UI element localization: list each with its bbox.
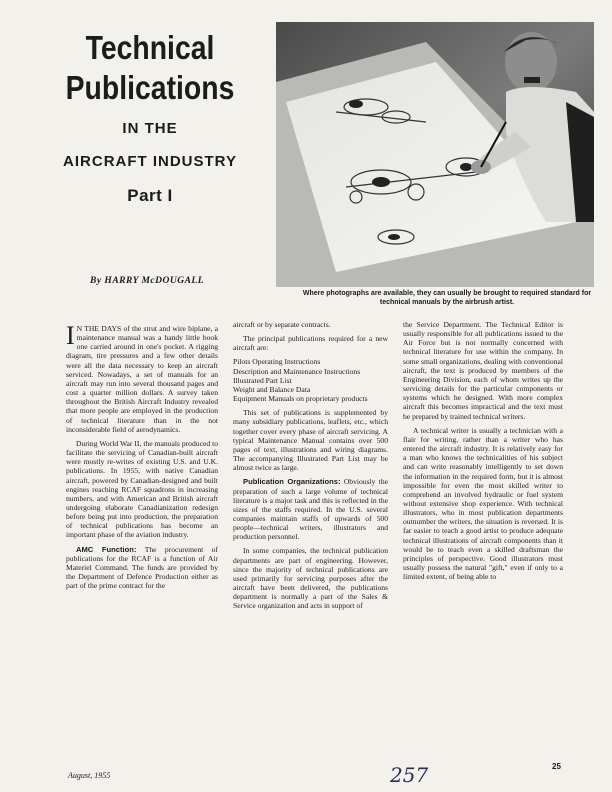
subtitle-aircraft-industry: AIRCRAFT INDUSTRY [63, 153, 237, 170]
paragraph: A technical writer is usually a technician with a flair for writing, rather than a writer who has entered the aircraft industry. It is relatively easy for a man who knows the technicalities of his subject and can write reasonably intelligently to set down the information in the required form, but it is almost impossible for even the most skilled writer to comprehend an involved hydraulic or fuel system without extensive shop experience. With technical illustrators, who in most publication departments outnumber the writers, the situation is reversed. It is far easier to teach a good artist to produce adequate technical illustrations of aircraft components than it would be to teach even a skilled draftsman the principles of perspective. Good illustrators must usually possess the natural "gift," even if only to a limited extent, of being able to [403, 425, 563, 582]
drop-cap: I [66, 321, 75, 350]
list-item: Description and Maintenance Instructions [233, 366, 361, 376]
list-item: Pilots Operating Instructions [233, 357, 321, 367]
page-number: 25 [552, 762, 561, 771]
photo-illustration [276, 22, 594, 287]
photo-caption: Where photographs are available, they can usually be brought to required standard for technical manuals by the airbrush artist. [302, 290, 592, 306]
subtitle-part: Part I [127, 186, 173, 205]
photo-airbrush-artist [276, 22, 594, 287]
issue-date: August, 1955 [68, 771, 111, 780]
body-column-1 [66, 321, 218, 595]
run-in-heading: AMC Function: [76, 544, 137, 554]
paragraph: In some companies, the technical publication departments are part of engineering. However, since the majority of technical publications are used primarily for servicing purposes after the aircraft have been delivered, the publications department is normally a part of the Sales & Service organization and acts in support of [233, 546, 388, 611]
list-item: Equipment Manuals on proprietary products [233, 394, 368, 404]
paragraph: the Service Department. The Technical Editor is usually responsible for all publications issued to the Air Force but is not normally concerned with technical literature for use within the company. In some small organizations, dealing with conventional aircraft, the text is produced by members of the Engineering Division, each of whom writes up the servicing details for the particular components or systems which he designed. With more complex aircraft this becomes impractical and the text must be prepared by trained technical writers. [403, 320, 563, 421]
byline: By HARRY McDOUGALL [90, 276, 205, 286]
subtitle-in-the: IN THE [122, 120, 178, 137]
title-line-1: Technical [85, 29, 215, 66]
paragraph: aircraft or by separate contracts. [233, 320, 331, 329]
paragraph: During World War II, the manuals produced to facilitate the servicing of Canadian-built aircraft were mostly re-writes of existing U.S. and U.K. publications. In 1955, with native Canadian aircraft, powered by Canadian-designed and built engines reaching RCAF squadrons in increasing numbers, and with American and British aircraft undergoing elaborate Canadianization redesign before being put into production, the preparation of technical publications has become an important phase of the aviation industry. [66, 438, 218, 540]
publication-list [233, 357, 388, 403]
paragraph: The principal publications required for a new aircraft are: [233, 334, 388, 353]
list-item: Illustrated Part List [233, 375, 292, 385]
handwritten-number: 257 [390, 763, 429, 787]
title-line-2: Publications [65, 69, 235, 106]
run-in-heading: Publication Organizations: [243, 477, 341, 487]
paragraph: AMC Function: The procurement of publications for the RCAF is a function of Air Materiel Command. The funds are provided by the Department of Defence Production either as part of the prime contract for the [66, 544, 218, 591]
body-column-3 [403, 320, 563, 586]
paragraph: I N THE DAYS of the strut and wire biplane, a maintenance manual was a handy little book one carried around in one's pocket. A rigging diagram, tire pressures and a few other details were all the data necessary to keep an aircraft serviced. Nowadays, a set of manuals for an aircraft may run into several thousand pages and cost a quarter million dollars. A survey taken throughout the British Aircraft Industry revealed that more people are employed in the production of technical literature than in the not inconsiderable field of aerodynamics. [66, 321, 218, 434]
list-item: Weight and Balance Data [233, 384, 311, 394]
body-column-2 [233, 320, 388, 616]
paragraph: This set of publications is supplemented by many subsidiary publications, leaflets, etc., which together cover every phase of aircraft servicing. A typical Maintenance Manual contains over 500 pages of text, illustrations and wiring diagrams. The accompanying Illustrated Part List may be almost twice as large. [233, 408, 388, 473]
paragraph: Publication Organizations: Obviously the preparation of such a large volume of technical literature is a major task and this is reflected in the sizes of the staffs required. In the U.S. several companies maintain staffs of upwards of 500 people—technical writers, illustrators and production personnel. [233, 477, 388, 542]
